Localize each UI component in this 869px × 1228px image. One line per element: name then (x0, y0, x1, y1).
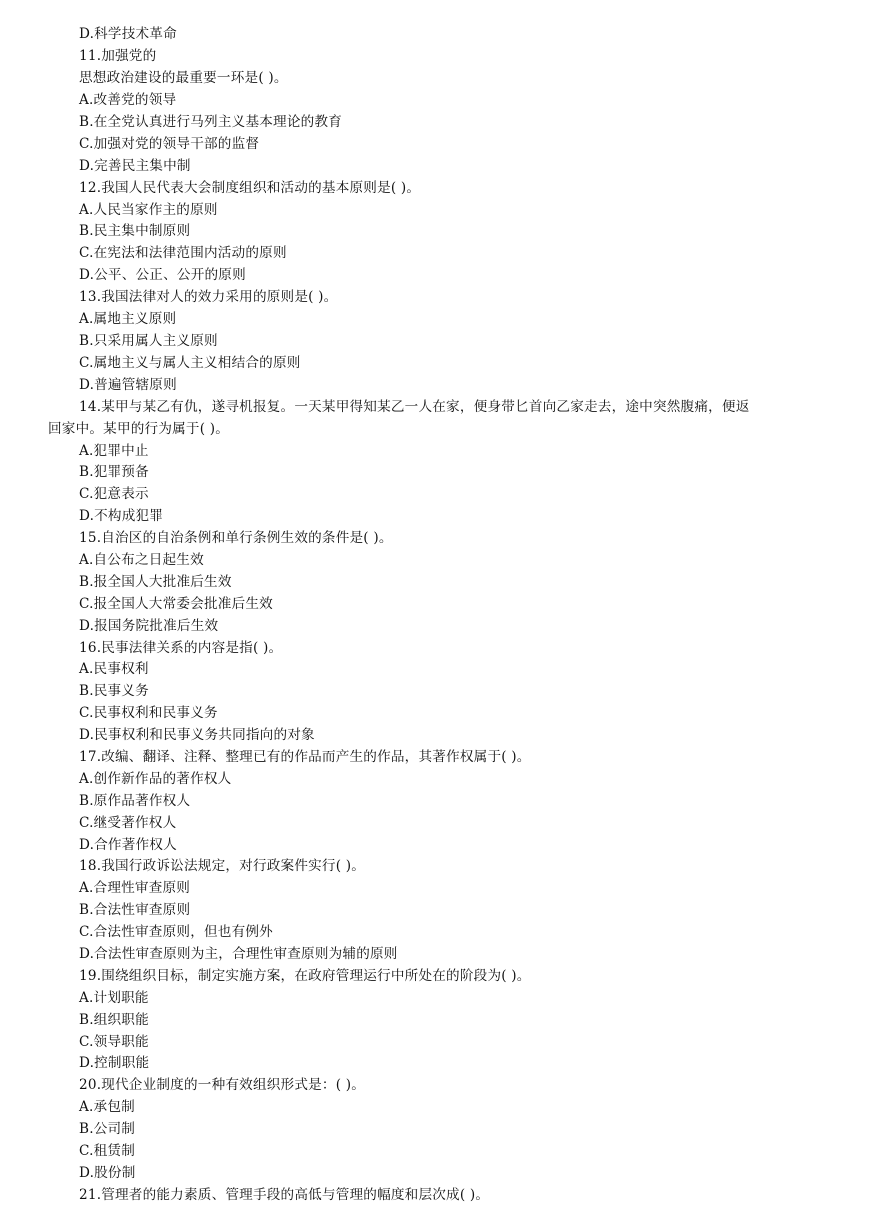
question-line: 20.现代企业制度的一种有效组织形式是：( )。 (79, 1077, 366, 1093)
option-line: D.报国务院批准后生效 (79, 618, 219, 634)
option-line: C.在宪法和法律范围内活动的原则 (79, 245, 287, 261)
option-line: D.普遍管辖原则 (79, 377, 177, 393)
option-line: A.自公布之日起生效 (79, 552, 204, 568)
option-line: A.改善党的领导 (79, 92, 177, 108)
question-line-continued: 回家中。某甲的行为属于( )。 (48, 421, 230, 437)
option-line: D.股份制 (79, 1165, 136, 1181)
option-line: A.民事权利 (79, 661, 149, 677)
question-line: 16.民事法律关系的内容是指( )。 (79, 640, 283, 656)
option-line: A.人民当家作主的原则 (79, 202, 218, 218)
option-line: C.加强对党的领导干部的监督 (79, 136, 260, 152)
option-line: D.完善民主集中制 (79, 158, 191, 174)
option-line: B.犯罪预备 (79, 464, 149, 480)
option-line: D.科学技术革命 (79, 26, 177, 42)
option-line: C.合法性审查原则，但也有例外 (79, 924, 273, 940)
option-line: B.民主集中制原则 (79, 223, 191, 239)
option-line: A.承包制 (79, 1099, 135, 1115)
question-line: 19.围绕组织目标，制定实施方案，在政府管理运行中所处在的阶段为( )。 (79, 968, 531, 984)
option-line: D.合作著作权人 (79, 837, 177, 853)
question-line: 15.自治区的自治条例和单行条例生效的条件是( )。 (79, 530, 393, 546)
option-line: A.合理性审查原则 (79, 880, 191, 896)
option-line: D.不构成犯罪 (79, 508, 164, 524)
option-line: B.报全国人大批准后生效 (79, 574, 232, 590)
question-line: 13.我国法律对人的效力采用的原则是( )。 (79, 289, 338, 305)
option-line: C.民事权利和民事义务 (79, 705, 218, 721)
option-line: B.合法性审查原则 (79, 902, 191, 918)
question-line: 17.改编、翻译、注释、整理已有的作品而产生的作品，其著作权属于( )。 (79, 749, 531, 765)
option-line: A.属地主义原则 (79, 311, 177, 327)
question-line: 12.我国人民代表大会制度组织和活动的基本原则是( )。 (79, 180, 421, 196)
option-line: D.民事权利和民事义务共同指向的对象 (79, 727, 315, 743)
option-line: A.犯罪中止 (79, 443, 149, 459)
option-line: B.民事义务 (79, 683, 149, 699)
option-line: A.计划职能 (79, 990, 149, 1006)
option-line: B.在全党认真进行马列主义基本理论的教育 (79, 114, 342, 130)
option-line: C.报全国人大常委会批准后生效 (79, 596, 273, 612)
question-line: 18.我国行政诉讼法规定，对行政案件实行( )。 (79, 858, 366, 874)
option-line: C.租赁制 (79, 1143, 136, 1159)
option-line: D.公平、公正、公开的原则 (79, 267, 246, 283)
question-line: 21.管理者的能力素质、管理手段的高低与管理的幅度和层次成( )。 (79, 1187, 490, 1203)
option-line: B.组织职能 (79, 1012, 149, 1028)
question-line: 11.加强党的 (79, 48, 157, 64)
question-line: 思想政治建设的最重要一环是( )。 (79, 70, 288, 86)
option-line: D.合法性审查原则为主，合理性审查原则为辅的原则 (79, 946, 398, 962)
option-line: C.继受著作权人 (79, 815, 177, 831)
option-line: C.犯意表示 (79, 486, 149, 502)
option-line: C.属地主义与属人主义相结合的原则 (79, 355, 301, 371)
option-line: B.原作品著作权人 (79, 793, 191, 809)
option-line: D.控制职能 (79, 1055, 150, 1071)
question-line: 14.某甲与某乙有仇，遂寻机报复。一天某甲得知某乙一人在家，便身带匕首向乙家走去，途中突然腹痛，便返 (79, 399, 750, 415)
option-line: B.公司制 (79, 1121, 136, 1137)
option-line: C.领导职能 (79, 1034, 149, 1050)
option-line: A.创作新作品的著作权人 (79, 771, 232, 787)
option-line: B.只采用属人主义原则 (79, 333, 218, 349)
